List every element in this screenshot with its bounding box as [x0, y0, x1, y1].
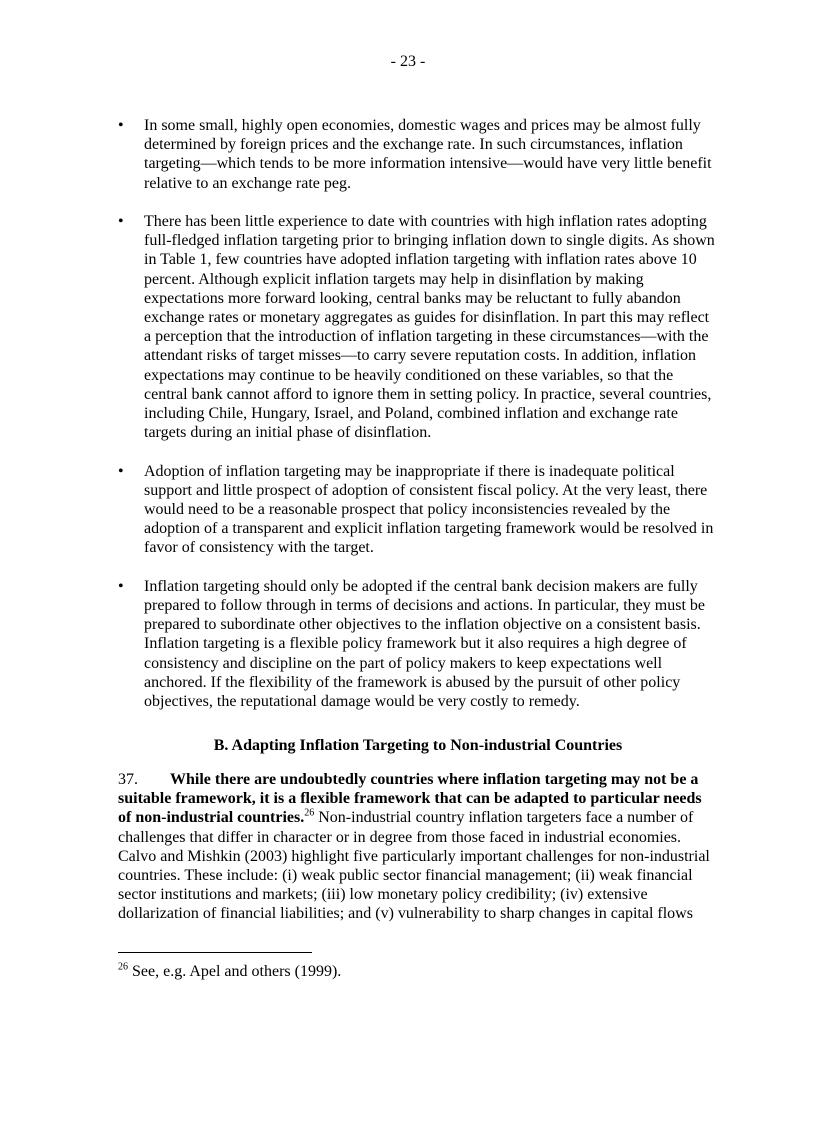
bullet-text: Inflation targeting should only be adopted if the central bank decision makers are fully prepared to follow through in terms of decisions and actions. In particular, they must be prepared to subordinate other objectives to the inflation objective on a consistent basis. Inflation targeting is a flexible policy framework but it also requires a high degree of consistency and discipline on the part of policy makers to keep expectations well anchored. If the flexibility of the framework is abused by the pursuit of other policy objectives, the reputational damage would be very costly to remedy. [144, 577, 705, 711]
footnote-separator [118, 952, 312, 953]
paragraph-number: 37. [118, 771, 138, 788]
bullet-marker: • [118, 462, 124, 480]
section-heading: B. Adapting Inflation Targeting to Non-industrial Countries [213, 737, 623, 754]
bullet-text: There has been little experience to date with countries with high inflation rates adopting full-fledged inflation targeting prior to bringing inflation down to single digits. As shown in Table 1, few countries have adopted inflation targeting with inflation rates above 10 percent. Although explicit inflation targets may help in disinflation by making expectations more forward looking, central banks may be reluctant to fully abandon exchange rates or monetary aggregates as guides for disinflation. In part this may reflect a perception that the introduction of inflation targeting in these circumstances—with the attendant risks of target misses—to carry severe reputation costs. In addition, inflation expectations may continue to be heavily conditioned on these variables, so that the central bank cannot afford to ignore them in setting policy. In practice, several countries, including Chile, Hungary, Israel, and Poland, combined inflation and exchange rate targets during an initial phase of disinflation. [144, 213, 715, 442]
bullet-marker: • [118, 117, 124, 134]
paragraph-bold-lead: While there are undoubtedly countries where inflation targeting may not be a suitable framework, it is a flexible framework that can be adapted to particular needs of non-industrial countries [118, 771, 702, 827]
paragraph-37 [118, 770, 718, 924]
bullet-item [118, 212, 718, 442]
footnote-text: See, e.g. Apel and others (1999). [128, 963, 342, 980]
footnote-reference[interactable]: 26 [304, 808, 315, 820]
page-number: - 23 - [390, 53, 426, 70]
bullet-list [118, 116, 718, 730]
footnote [118, 962, 718, 981]
footnote-number: 26 [118, 961, 128, 973]
bullet-marker: • [118, 213, 124, 230]
bullet-marker: • [118, 577, 124, 595]
bullet-text: Adoption of inflation targeting may be inappropriate if there is inadequate political support and little prospect of adoption of consistent fiscal policy. At the very least, there would need to be a reasonable prospect that policy inconsistencies revealed by the adoption of a transparent and explicit inflation targeting framework would be resolved in favor of consistency with the target. [144, 462, 714, 557]
bullet-item [118, 116, 718, 193]
bullet-text: In some small, highly open economies, domestic wages and prices may be almost fully determined by foreign prices and the exchange rate. In such circumstances, inflation targeting—which tends to be more information intensive—would have very little benefit relative to an exchange rate peg. [144, 117, 712, 192]
bullet-item [118, 462, 718, 558]
bullet-item [118, 577, 718, 711]
paragraph-body: Non-industrial country inflation targeters face a number of challenges that differ in character or in degree from those faced in industrial economies. Calvo and Mishkin (2003) highlight five particularly important challenges for non-industrial countries. These include: (i) weak public sector financial management; (ii) weak financial sector institutions and markets; (iii) low monetary policy credibility; (iv) extensive dollarization of financial liabilities; and (v) vulnerability to sharp changes in capital flows [118, 809, 710, 923]
paragraph-lead-end: . [300, 809, 305, 827]
